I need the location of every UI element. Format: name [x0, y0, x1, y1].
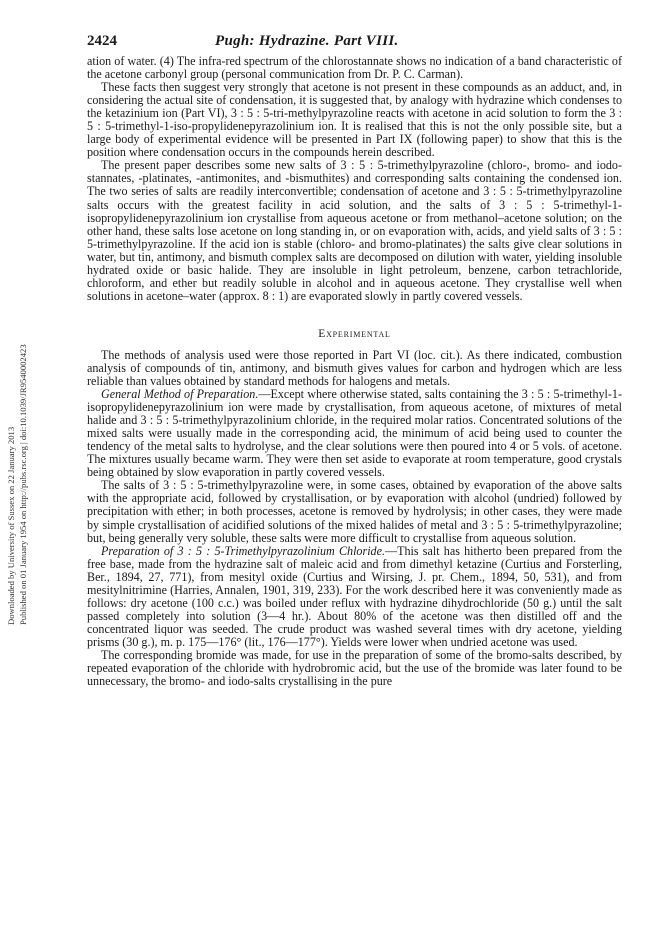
section-heading-experimental: Experimental [318, 327, 391, 340]
subheading-preparation: Preparation of 3 : 5 : 5-Trimethylpyrazolinium Chloride. [101, 543, 385, 558]
paragraph-5-body: —Except where otherwise stated, salts containing the 3 : 5 : 5-trimethyl-1-isopropylidenepyrazolinium ion were made by crystallisation, from aqueous acetone, of mixtures of metal halide and 3 : 5 : 5-trimethylpyrazolinium chloride, in the required molar ratios. Concentrated solutions of the mixed salts were usually made in the corresponding acid, the minimum of acid being used to counter the tendency of the metal salts to hydrolyse, and the clear solutions were then poured into 4 or 5 vols. of acetone. The mixtures usually became warm. They were then set aside to evaporate at room temperature, good crystals being obtained by slow evaporation in partly covered vessels. [87, 387, 623, 480]
article-page [87, 33, 622, 688]
download-watermark [4, 205, 32, 625]
paragraph-2: These facts then suggest very strongly that acetone is not present in these compounds as an adduct, and, in considering the actual site of condensation, it is suggested that, by analogy with hydrazine which condenses to the ketazinium ion (Part VI), 3 : 5 : 5-tri-methylpyrazoline reacts with acetone in acid solution to form the 3 : 5 : 5-trimethyl-1-iso-propylidenepyrazolinium ion. It is realised that this is not the only possible site, but a large body of experimental evidence will be presented in Part IX (following paper) to show that this is the position where condensation occurs in the compounds herein described. [87, 80, 622, 160]
running-title: Pugh: Hydrazine. Part VIII. [215, 33, 399, 49]
download-notice: Downloaded by University of Sussex on 22 January 2013 [6, 426, 16, 625]
paragraph-4: The methods of analysis used were those reported in Part VI (loc. cit.). As there indicated, combustion analysis of compounds of tin, antimony, and bismuth gives values for carbon and hydrogen which are less reliable than values obtained by standard methods for halogens and metals. [87, 347, 622, 388]
paragraph-6: The salts of 3 : 5 : 5-trimethylpyrazoline were, in some cases, obtained by evaporation of the above salts with the appropriate acid, followed by crystallisation, or by evaporation with alcohol (undried) followed by precipitation with ether; in both processes, acetone is removed by hydrolysis; in other cases, they were made by simple crystallisation of acidified solutions of the mixed halides of metal and 3 : 5 : 5-trimethylpyrazoline; but, being generally very soluble, these salts were more difficult to crystallise from aqueous solution. [87, 478, 622, 545]
subheading-general-method: General Method of Preparation. [101, 387, 259, 402]
paragraph-8: The corresponding bromide was made, for use in the preparation of some of the bromo-salts described, by repeated evaporation of the chloride with hydrobromic acid, but the use of the bromide was later found to be unnecessary, the bromo- and iodo-salts crystallising in the pure [87, 647, 622, 689]
page-number: 2424 [87, 33, 117, 49]
paragraph-1: ation of water. (4) The infra-red spectrum of the chlorostannate shows no indication of a band characteristic of the acetone carbonyl group (personal communication from Dr. P. C. Carman). [87, 54, 622, 82]
paragraph-3: The present paper describes some new salts of 3 : 5 : 5-trimethylpyrazoline (chloro-, bromo- and iodo-stannates, -platinates, -antimonites, and -bismuthites) and corresponding salts containing the condensed ion. The two series of salts are readily interconvertible; condensation of acetone and 3 : 5 : 5-trimethylpyrazoline salts occurs with the greatest facility in acid solution, and the salts of 3 : 5 : 5-trimethyl-1-isopropylidenepyrazolinium ion crystallise from aqueous acetone or from methanol–acetone solution; on the other hand, these salts lose acetone on long standing in, or on evaporation with, acids, and yield salts of 3 : 5 : 5-trimethylpyrazoline. If the acid ion is stable (chloro- and bromo-platinates) the salts give clear solutions in water, but tin, antimony, and bismuth complex salts are decomposed on dilution with water, yielding insoluble hydrated oxide or basic halide. They are insoluble in light petroleum, benzene, carbon tetrachloride, chloroform, and ether but readily soluble in alcohol and in aqueous acetone. They crystallise well when solutions in acetone–water (approx. 8 : 1) are evaporated slowly in partly covered vessels. [87, 158, 622, 303]
publication-notice: Published on 01 January 1954 on http://pubs.rsc.org | doi:10.1039/JR9540002423 [18, 344, 28, 625]
paragraph-7 [87, 545, 622, 649]
running-header [87, 33, 622, 51]
paragraph-7-body: —This salt has hitherto been prepared from the free base, made from the hydrazine salt of maleic acid and from dimethyl ketazine (Curtius and Forsterling, Ber., 1894, 27, 771), from mesityl oxide (Curtius and Wirsing, J. pr. Chem., 1894, 50, 531), and from mesitylnitrimine (Harries, Annalen, 1901, 319, 233). For the work described here it was conveniently made as follows: dry acetone (100 c.c.) was boiled under reflux with hydrazine dihydrochloride (50 g.) until the salt passed completely into solution (3—4 hr.). About 80% of the acetone was then distilled off and the concentrated liquor was seeded. The crude product was washed several times with dry acetone, yielding prisms (30 g.), m. p. 175—176° (lit., 176—177°). Yields were lower when undried acetone was used. [87, 543, 623, 649]
paragraph-5 [87, 388, 622, 479]
